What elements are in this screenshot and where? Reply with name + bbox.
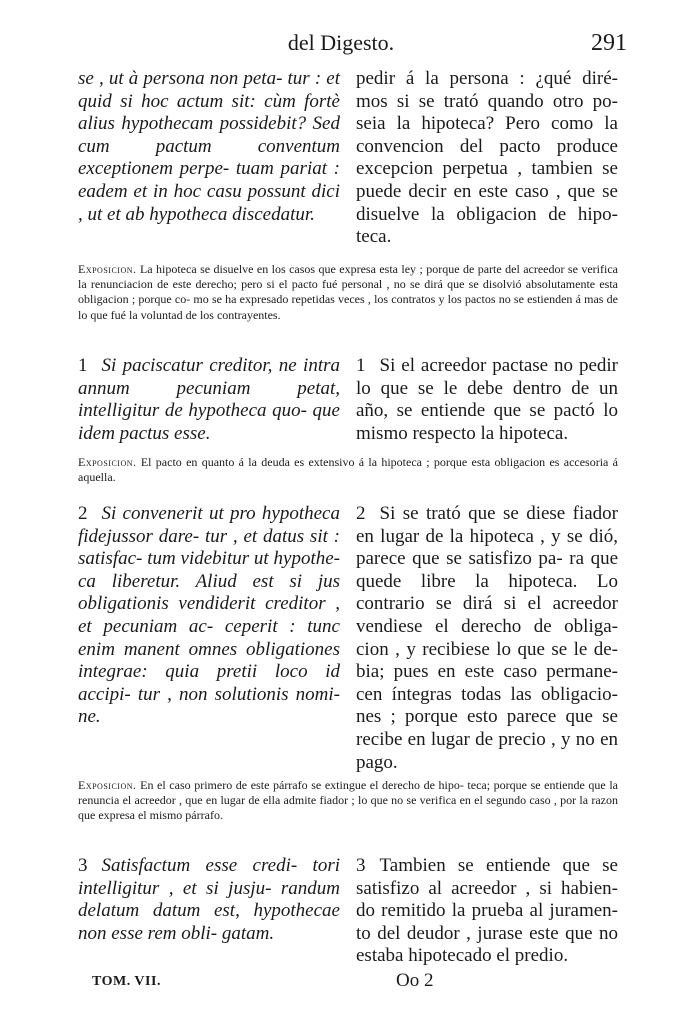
exposition-block-2 bbox=[78, 778, 618, 824]
spanish-text-block-2 bbox=[356, 503, 618, 774]
running-header: del Digesto. bbox=[287, 30, 395, 55]
exposition-block-1 bbox=[78, 455, 618, 485]
latin-text: Si convenerit ut pro hypotheca fidejussor dare- tur , et datus sit : satisfac- tum videbitur ut hypothe- ca liberetur. Aliud est si jus obligationis vendiderit creditor , et pecuniam ac- ceperit : tunc enim manent omnes obligationes integrae: quia pretii loco id accipi- tur , non solutionis nomi- ne. bbox=[78, 503, 340, 728]
spanish-text: pedir á la persona : ¿qué diré- mos si se trató quando otro po- seia la hipoteca? Pero como la convencion del pacto produce excepcion perpetua , tambien se puede decir en este caso , que se disuelve la obligacion de hipo- teca. bbox=[356, 68, 618, 248]
latin-text-block-0 bbox=[78, 68, 340, 226]
spanish-text: Si el acreedor pactase no pedir lo que se le debe dentro de un año, se entiende que se pactó lo mismo respecto la hipoteca. bbox=[356, 355, 618, 444]
latin-text-block-1 bbox=[78, 355, 340, 445]
spanish-text-block-3 bbox=[356, 855, 618, 968]
exposition-label: Exposicion. bbox=[78, 455, 137, 469]
signature-mark: Oo 2 bbox=[396, 970, 434, 991]
page-number: 291 bbox=[591, 30, 627, 56]
latin-text-block-2 bbox=[78, 503, 340, 729]
exposition-text: En el caso primero de este párrafo se extingue el derecho de hipo- teca; porque se entiende que la renuncia el acreedor , que en lugar de ella admite fiador ; lo que no se verifica en el segundo caso , por la razon que expresa el mismo párrafo. bbox=[78, 778, 618, 823]
paragraph-number: 2 bbox=[356, 503, 366, 524]
exposition-text: La hipoteca se disuelve en los casos que expresa esta ley ; porque de parte del acreedor se verifica la renunciacion de este derecho; pero si el pacto fué personal , no se dirá que se disolvió absolutamente esta obligacion ; porque co- mo se ha expresado repetidas veces , los contratos y los pactos no se estienden á mas de lo que fué la voluntad de los contrayentes. bbox=[78, 262, 618, 322]
spanish-text: Tambien se entiende que se satisfizo al acreedor , si habien- do remitido la prueba al juramen- to del deudor , jurase este que no estaba hipotecado el predio. bbox=[356, 855, 618, 967]
exposition-label: Exposicion. bbox=[78, 778, 137, 792]
spanish-text-block-0 bbox=[356, 68, 618, 249]
exposition-block-0 bbox=[78, 262, 618, 323]
paragraph-number: 1 bbox=[78, 355, 88, 376]
paragraph-number: 3 bbox=[78, 855, 88, 876]
spanish-text-block-1 bbox=[356, 355, 618, 445]
spanish-text: Si se trató que se diese fiador en lugar de la hipoteca , y se dió, parece que se satisfizo pa- ra que quede libre la hipoteca. Lo contrario se dirá si el acreedor vendiese el derecho de obliga- cion , y recibiese lo que se le de- bia; pues en este caso permane- cen íntegras todas las obligacio- nes ; porque esto parece que se recibe en lugar de precio , y no en pago. bbox=[356, 503, 618, 773]
exposition-label: Exposicion. bbox=[78, 262, 137, 276]
latin-text-block-3 bbox=[78, 855, 340, 945]
latin-text: se , ut à persona non peta- tur : et quid si hoc actum sit: cùm fortè alius hypothecam possidebit? Sed cum pactum conventum exceptionem perpe- tuam pariat : eadem et in hoc casu possunt dici , ut et ab hypotheca discedatur. bbox=[78, 68, 340, 225]
paragraph-number: 2 bbox=[78, 503, 88, 524]
latin-text: Satisfactum esse credi- tori intelligitur , et si jusju- randum delatum datum est, hypothecae non esse rem obli- gatam. bbox=[78, 855, 340, 944]
volume-label: TOM. VII. bbox=[92, 974, 161, 989]
paragraph-number: 1 bbox=[356, 355, 366, 376]
latin-text: Si paciscatur creditor, ne intra annum pecuniam petat, intelligitur de hypotheca quo- que idem pactus esse. bbox=[78, 355, 340, 444]
paragraph-number: 3 bbox=[356, 855, 366, 876]
exposition-text: El pacto en quanto á la deuda es extensivo á la hipoteca ; porque esta obligacion es accesoria á aquella. bbox=[78, 455, 619, 485]
